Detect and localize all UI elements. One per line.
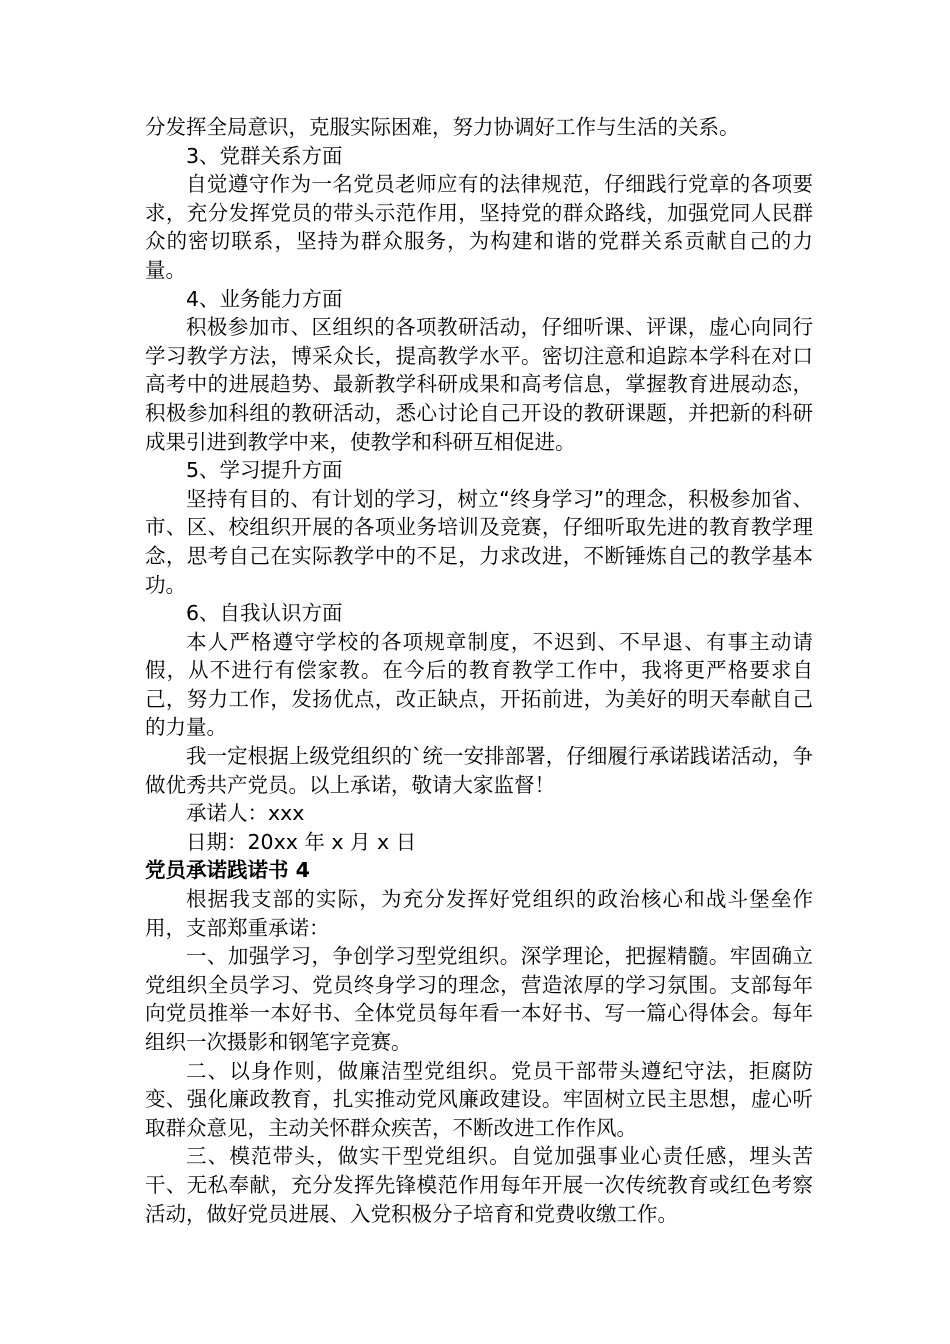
document-body bbox=[145, 113, 813, 1228]
section-heading-party-mass: 3、党群关系方面 bbox=[186, 143, 343, 168]
signatory-line: 承诺人：xxx bbox=[186, 801, 305, 826]
paragraph: 根据我支部的实际，为充分发挥好党组织的政治核心和战斗堡垒作用，支部郑重承诺： bbox=[145, 887, 813, 940]
document-title: 党员承诺践诺书 4 bbox=[145, 858, 310, 883]
paragraph: 三、模范带头，做实干型党组织。自觉加强事业心责任感，埋头苦干、无私奉献，充分发挥先锋模范作用每年开展一次传统教育或红色考察活动，做好党员进展、入党积极分子培育和党费收缴工作。 bbox=[145, 1144, 813, 1226]
paragraph: 二、以身作则，做廉洁型党组织。党员干部带头遵纪守法，拒腐防变、强化廉政教育，扎实推动党风廉政建设。牢固树立民主思想，虚心听取群众意见，主动关怀群众疾苦，不断改进工作作风。 bbox=[145, 1058, 813, 1140]
section-heading-self: 6、自我认识方面 bbox=[186, 601, 343, 626]
paragraph: 自觉遵守作为一名党员老师应有的法律规范，仔细践行党章的各项要求，充分发挥党员的带头示范作用，坚持党的群众路线，加强党同人民群众的密切联系，坚持为群众服务，为构建和谐的党群关系贡献自己的力量。 bbox=[145, 172, 813, 282]
section-heading-business: 4、业务能力方面 bbox=[186, 286, 343, 311]
section-heading-study: 5、学习提升方面 bbox=[186, 458, 343, 483]
paragraph: 我一定根据上级党组织的`统一安排部署，仔细履行承诺践诺活动，争做优秀共产党员。以上承诺，敬请大家监督！ bbox=[145, 744, 813, 797]
date-line: 日期：20xx 年 x 月 x 日 bbox=[186, 829, 417, 854]
paragraph: 坚持有目的、有计划的学习，树立“终身学习”的理念，积极参加省、市、区、校组织开展的各项业务培训及竞赛，仔细听取先进的教育教学理念，思考自己在实际教学中的不足，力求改进，不断锤炼自己的教学基本功。 bbox=[145, 486, 813, 597]
paragraph: 分发挥全局意识，克服实际困难，努力协调好工作与生活的关系。 bbox=[145, 115, 740, 139]
paragraph: 积极参加市、区组织的各项教研活动，仔细听课、评课，虚心向同行学习教学方法，博采众长，提高教学水平。密切注意和追踪本学科在对口高考中的进展趋势、最新教学科研成果和高考信息，掌握教育进展动态，积极参加科组的教研活动，悉心讨论自己开设的教研课题，并把新的科研成果引进到教学中来，使教学和科研互相促进。 bbox=[145, 315, 813, 454]
paragraph: 一、加强学习，争创学习型党组织。深学理论，把握精髓。牢固确立党组织全员学习、党员终身学习的理念，营造浓厚的学习氛围。支部每年向党员推举一本好书、全体党员每年看一本好书、写一篇心得体会。每年组织一次摄影和钢笔字竞赛。 bbox=[145, 944, 813, 1054]
paragraph: 本人严格遵守学校的各项规章制度，不迟到、不早退、有事主动请假，从不进行有偿家教。在今后的教育教学工作中，我将更严格要求自己，努力工作，发扬优点，改正缺点，开拓前进，为美好的明天奉献自己的力量。 bbox=[145, 629, 813, 740]
